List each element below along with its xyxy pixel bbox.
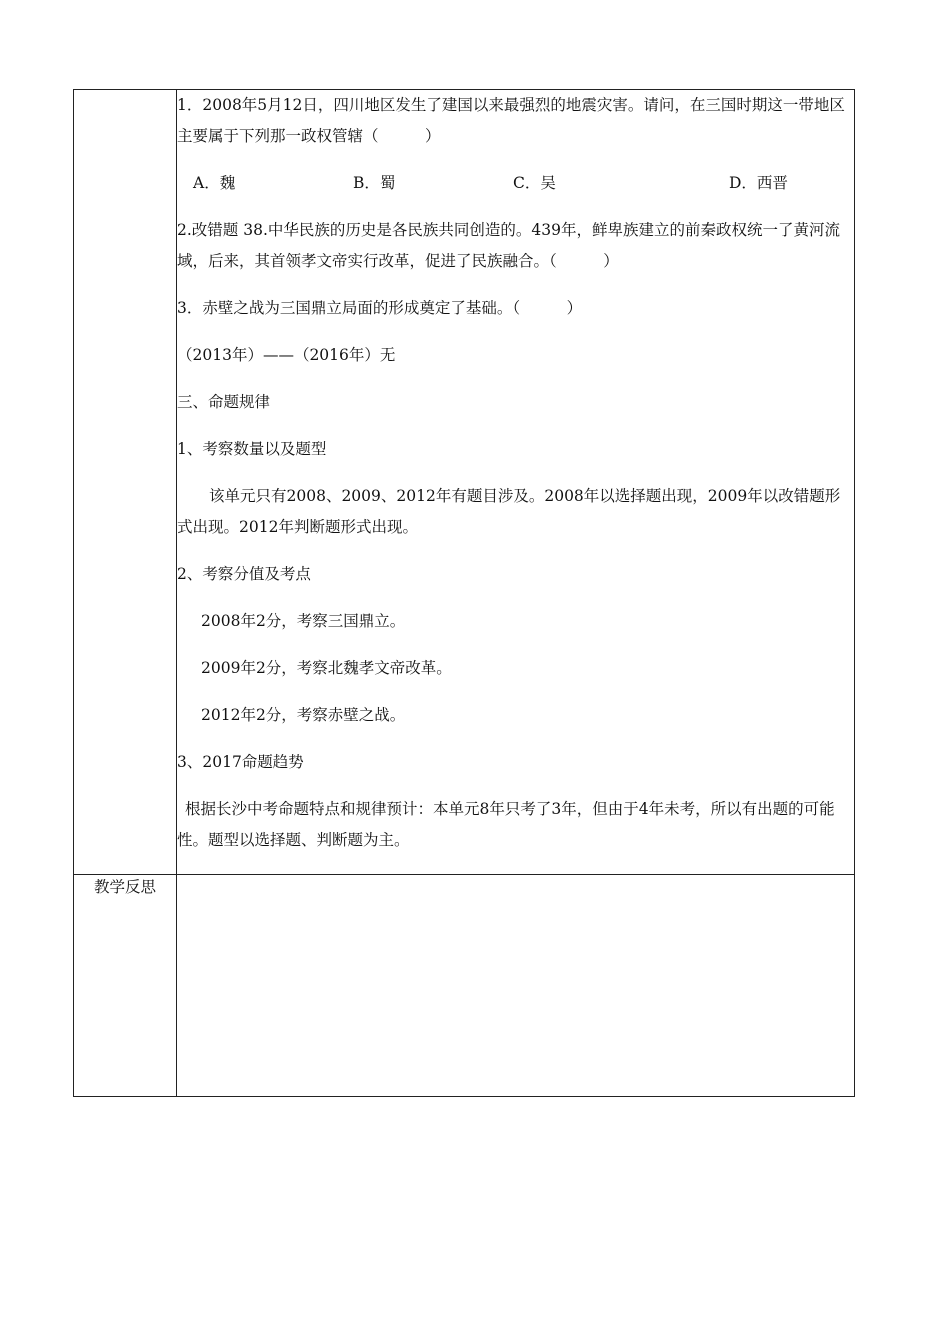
option-a: A．魏 [193, 174, 236, 192]
score-item-2012: 2012年2分，考察赤壁之战。 [201, 706, 406, 724]
question-1-options [177, 168, 854, 199]
section-heading: 三、命题规律 [177, 393, 271, 411]
question-3: 3．赤壁之战为三国鼎立局面的形成奠定了基础。（ ） [177, 299, 583, 317]
content-row [74, 90, 855, 875]
option-d: D．西晋 [729, 174, 788, 192]
question-2: 2.改错题 38.中华民族的历史是各民族共同创造的。439年，鲜卑族建立的前秦政权统一了黄河流域，后来，其首领孝文帝实行改革，促进了民族融合。（ ） [177, 221, 840, 270]
lesson-table [73, 89, 855, 1097]
left-label-cell [74, 90, 177, 875]
subsection-3-text: 根据长沙中考命题特点和规律预计：本单元8年只考了3年，但由于4年未考，所以有出题的可能性。题型以选择题、判断题为主。 [177, 800, 835, 849]
content-cell [177, 90, 855, 875]
subheading-3: 3、2017命题趋势 [177, 753, 304, 771]
option-c: C．吴 [513, 174, 556, 192]
score-item-2008: 2008年2分，考察三国鼎立。 [201, 612, 406, 630]
reflection-label: 教学反思 [74, 875, 177, 1097]
subsection-1-text: 该单元只有2008、2009、2012年有题目涉及。2008年以选择题出现，2009年以改错题形式出现。2012年判断题形式出现。 [177, 487, 841, 536]
subheading-2: 2、考察分值及考点 [177, 565, 311, 583]
subheading-1: 1、考察数量以及题型 [177, 440, 327, 458]
years-none-note: （2013年）——（2016年）无 [177, 346, 396, 364]
reflection-body-cell[interactable] [177, 875, 855, 1097]
question-1: 1．2008年5月12日，四川地区发生了建国以来最强烈的地震灾害。请问，在三国时期这一带地区主要属于下列那一政权管辖（ ） [177, 96, 845, 145]
reflection-row [74, 875, 855, 1097]
score-item-2009: 2009年2分，考察北魏孝文帝改革。 [201, 659, 452, 677]
option-b: B．蜀 [353, 174, 396, 192]
